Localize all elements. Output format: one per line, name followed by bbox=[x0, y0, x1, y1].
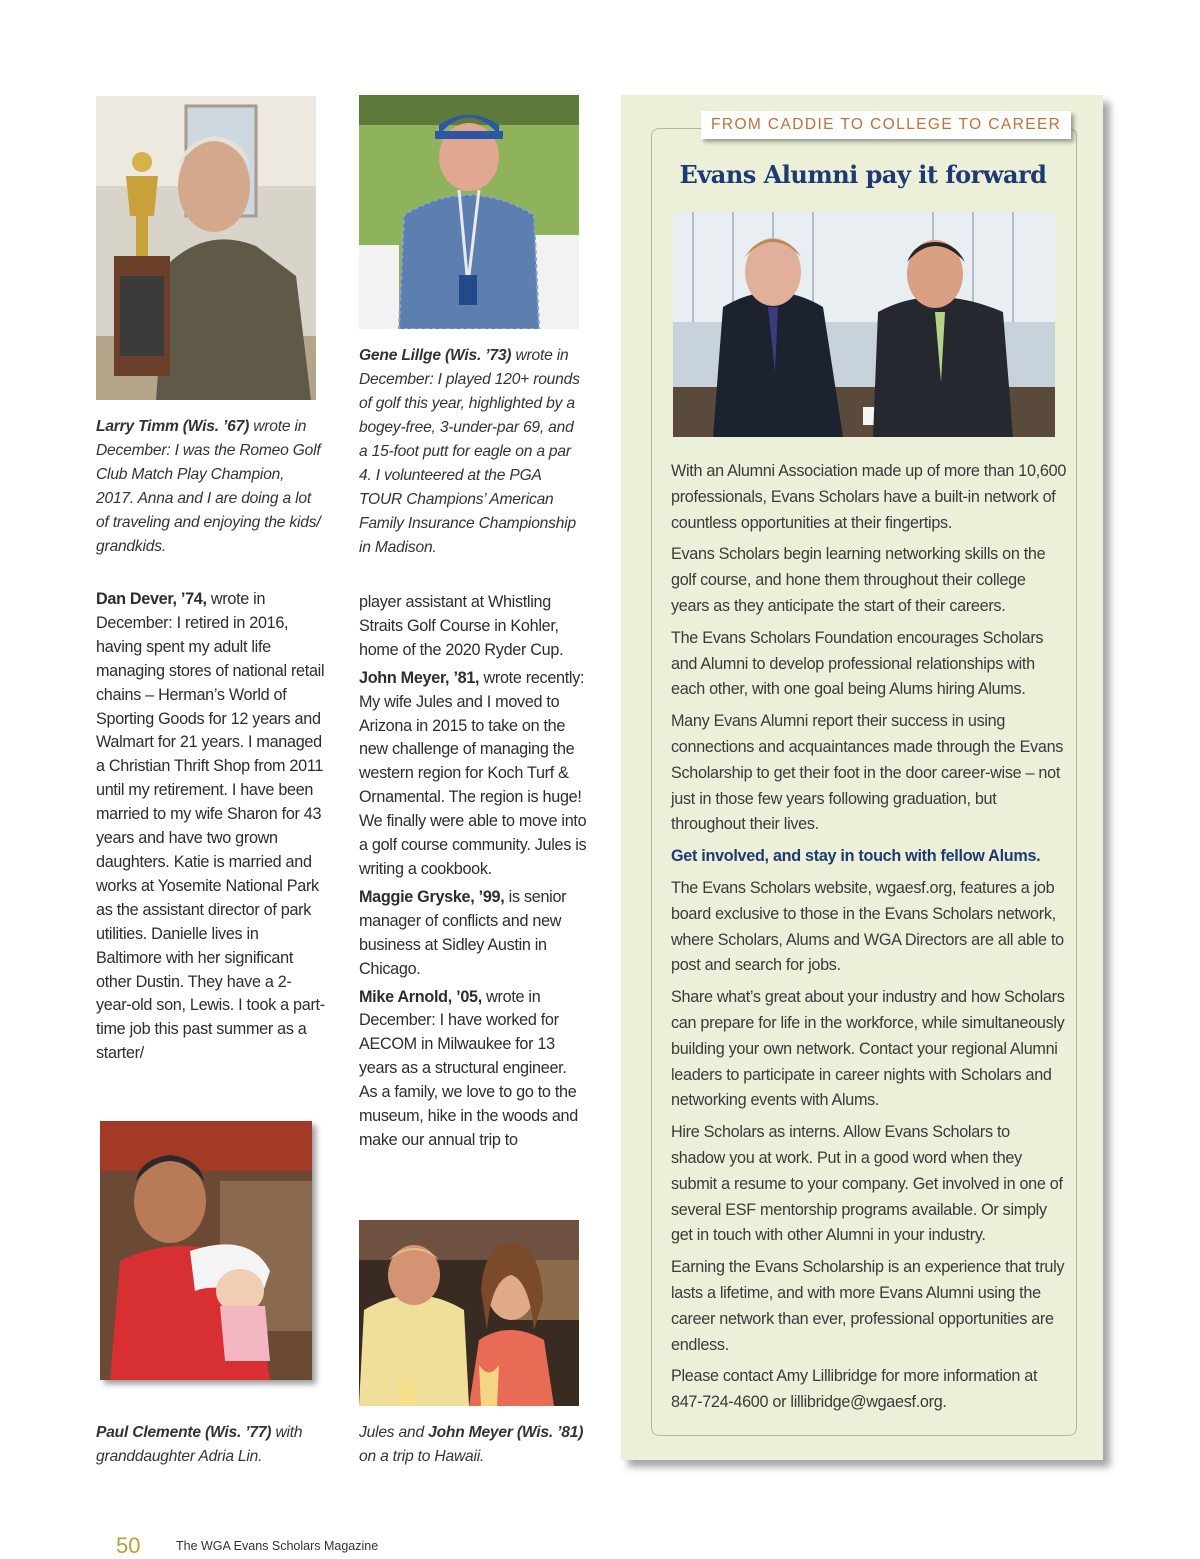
jules-caption-pre: Jules and bbox=[359, 1424, 429, 1441]
maggie-gryske-text: is senior manager of conflicts and new business at Sidley Austin in Chicago. bbox=[359, 887, 567, 978]
sidebar-paragraph: Many Evans Alumni report their success in using connections and acquaintances made through the Evans Scholarship to get their foot in the door career-wise – not just in those few years following graduation, but throughout their lives. bbox=[671, 712, 1064, 834]
alumni-photo bbox=[673, 212, 1055, 437]
maggie-gryske-note bbox=[359, 886, 587, 982]
gene-lillge-text: wrote in December: I played 120+ rounds of golf this year, highlighted by a bogey-free, 3-under-par 69, and a 15-foot putt for eagle on a par 4. I volunteered at the PGA TOUR Champions’ American Family Insurance Championship in Madison. bbox=[359, 347, 580, 556]
gene-lillge-caption bbox=[359, 344, 585, 560]
magazine-name: The WGA Evans Scholars Magazine bbox=[176, 1539, 379, 1553]
larry-timm-photo bbox=[96, 96, 316, 400]
sidebar-paragraph: Share what’s great about your industry and how Scholars can prepare for life in the workforce, while simultaneously building your own network. Contact your regional Alumni leaders to participate in career nights with Scholars and networking events with Alums. bbox=[671, 988, 1065, 1110]
john-meyer-note bbox=[359, 667, 587, 882]
dan-dever-name: Dan Dever, ’74, bbox=[96, 590, 207, 608]
paul-clemente-caption bbox=[96, 1421, 326, 1469]
sidebar-paragraph: Earning the Evans Scholarship is an experience that truly lasts a lifetime, and with more Evans Alumni using the career network than ever, professional opportunities are endless. bbox=[671, 1258, 1065, 1354]
paul-clemente-name: Paul Clemente (Wis. ’77) bbox=[96, 1424, 272, 1441]
sidebar-kicker: FROM CADDIE TO COLLEGE TO CAREER bbox=[701, 111, 1071, 139]
sidebar-paragraph: Evans Scholars begin learning networking skills on the golf course, and hone them throughout their college years as they anticipate the start of their careers. bbox=[671, 545, 1046, 615]
sidebar-paragraph: The Evans Scholars website, wgaesf.org, features a job board exclusive to those in the Evans Scholars network, where Scholars, Alums and WGA Directors are all able to post and search for jobs. bbox=[671, 878, 1064, 975]
sidebar-paragraph: Hire Scholars as interns. Allow Evans Scholars to shadow you at work. Put in a good word when they submit a resume to your company. Get involved in one of several ESF mentorship programs available. Or simply get in touch with other Alumni in your industry. bbox=[671, 1123, 1063, 1245]
maggie-gryske-name: Maggie Gryske, ’99, bbox=[359, 887, 505, 906]
sidebar-callout: Get involved, and stay in touch with fellow Alums. bbox=[671, 847, 1041, 866]
john-meyer-caption-name: John Meyer (Wis. ’81) bbox=[428, 1424, 584, 1441]
gene-lillge-name: Gene Lillge (Wis. ’73) bbox=[359, 347, 512, 364]
sidebar-paragraph: The Evans Scholars Foundation encourages Scholars and Alumni to develop professional relationships with each other, with one goal being Alums hiring Alums. bbox=[671, 628, 1044, 699]
sidebar-contact-paragraph: Please contact Amy Lillibridge for more information at 847-724-4600 or lillibridge@wgaesf.org. bbox=[671, 1367, 1038, 1412]
larry-timm-text: wrote in December: I was the Romeo Golf Club Match Play Champion, 2017. Anna and I are doing a lot of traveling and enjoying the kids/ grandkids. bbox=[96, 418, 321, 555]
paul-clemente-text: with granddaughter Adria Lin. bbox=[96, 1424, 303, 1465]
larry-timm-caption bbox=[96, 415, 322, 559]
jules-caption-text: on a trip to Hawaii. bbox=[359, 1448, 485, 1465]
column-two-text bbox=[359, 591, 587, 1157]
page-number: 50 bbox=[116, 1533, 141, 1558]
jules-john-meyer-photo bbox=[359, 1220, 579, 1406]
mike-arnold-note bbox=[359, 986, 587, 1153]
dan-dever-note bbox=[96, 588, 326, 1066]
mike-arnold-name: Mike Arnold, ’05, bbox=[359, 987, 482, 1006]
sidebar-paragraph: With an Alumni Association made up of more than 10,600 professionals, Evans Scholars have a built-in network of countless opportunities at their fingertips. bbox=[671, 462, 1067, 532]
john-meyer-name: John Meyer, ’81, bbox=[359, 668, 480, 687]
sidebar-body bbox=[671, 459, 1067, 1422]
dan-dever-continued: player assistant at Whistling Straits Golf Course in Kohler, home of the 2020 Ryder Cup. bbox=[359, 593, 564, 659]
mike-arnold-text: wrote in December: I have worked for AECOM in Milwaukee for 13 years as a structural engineer. As a family, we love to go to the museum, hike in the woods and make our annual trip to bbox=[359, 987, 578, 1149]
dan-dever-text: wrote in December: I retired in 2016, having spent my adult life managing stores of national retail chains – Herman’s World of Sporting Goods for 12 years and Walmart for 21 years. I managed a Christian Thrift Shop from 2011 until my retirement. I have been married to my wife Sharon for 43 years and have two grown daughters. Katie is married and works at Yosemite National Park as the assistant director of park utilities. Danielle lives in Baltimore with her significant other Dustin. They have a 2-year-old son, Lewis. I took a part-time job this past summer as a starter/ bbox=[96, 590, 325, 1063]
paul-clemente-photo bbox=[100, 1121, 312, 1380]
gene-lillge-photo bbox=[359, 95, 579, 329]
john-meyer-text: wrote recently: My wife Jules and I moved to Arizona in 2015 to take on the new challenge of managing the western region for Koch Turf & Ornamental. The region is huge! We finally were able to move into a golf course community. Jules is writing a cookbook. bbox=[359, 668, 587, 878]
larry-timm-name: Larry Timm (Wis. ’67) bbox=[96, 418, 250, 435]
jules-john-caption bbox=[359, 1421, 599, 1469]
column-one-text bbox=[96, 588, 326, 1070]
sidebar-title: Evans Alumni pay it forward bbox=[679, 160, 1047, 189]
